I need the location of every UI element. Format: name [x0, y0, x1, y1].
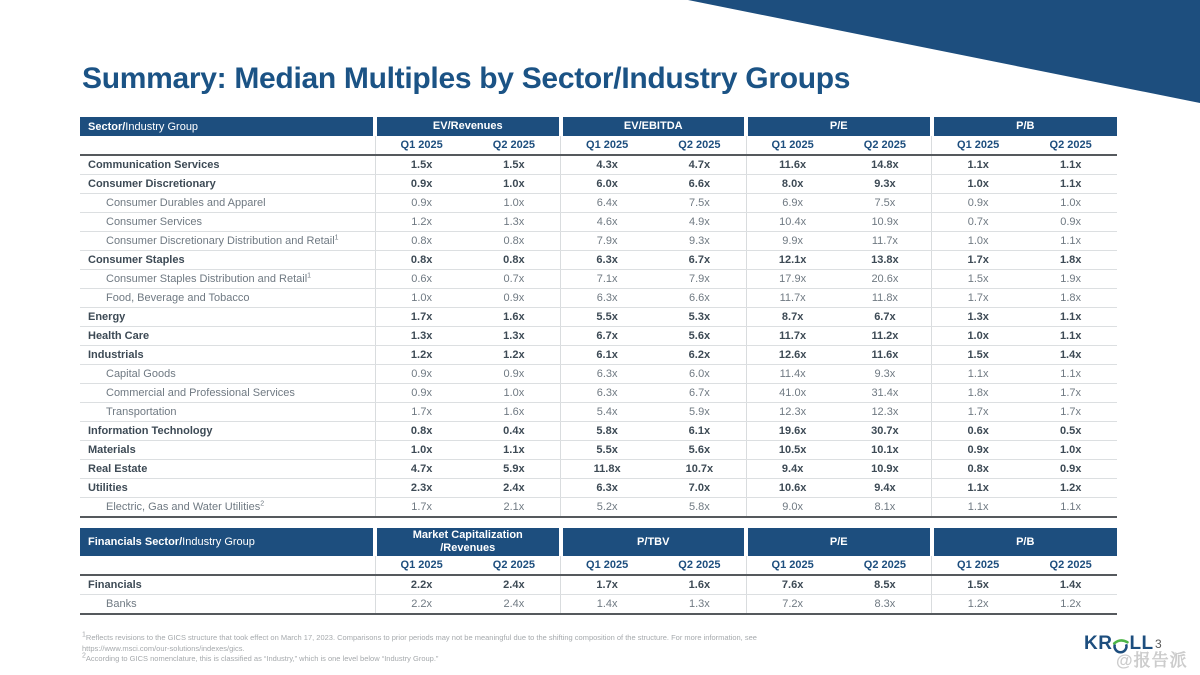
watermark: @报告派 [1116, 651, 1188, 670]
metric-value-cell: 0.9x [1024, 213, 1117, 232]
metric-value-cell: 1.2x [1024, 479, 1117, 498]
footnote-line [82, 644, 902, 655]
kroll-logo-text-right: LL [1129, 633, 1154, 654]
metric-value-cell: 4.3x [561, 155, 654, 175]
column-group-label: P/E [829, 120, 848, 132]
metric-value-cell: 6.4x [561, 194, 654, 213]
metric-value-cell: 1.5x [932, 575, 1025, 595]
metric-value-cell: 7.9x [561, 232, 654, 251]
metric-value-cell: 0.8x [375, 422, 468, 441]
metric-value-cell: 5.8x [561, 422, 654, 441]
metric-value-cell: 4.7x [375, 460, 468, 479]
row-label-cell [80, 308, 375, 327]
column-group-header [375, 528, 561, 556]
column-group-label: P/TBV [637, 535, 670, 548]
column-group-header [561, 117, 747, 136]
metric-value-cell: 2.4x [468, 595, 561, 615]
period-header: Q1 2025 [746, 136, 839, 155]
metric-value-cell: 11.4x [746, 365, 839, 384]
metric-value-cell: 6.7x [561, 327, 654, 346]
row-label: Consumer Durables and Apparel [106, 197, 266, 209]
page-title: Summary: Median Multiples by Sector/Industry Groups [82, 62, 851, 95]
row-label-cell [80, 270, 375, 289]
metric-value-cell: 0.8x [468, 251, 561, 270]
metric-value-cell: 1.0x [468, 194, 561, 213]
table-row [80, 327, 1117, 346]
row-label-cell [80, 289, 375, 308]
table-row [80, 403, 1117, 422]
metric-value-cell: 5.8x [653, 498, 746, 518]
metric-value-cell: 10.7x [653, 460, 746, 479]
column-group-header [746, 117, 932, 136]
metric-value-cell: 9.9x [746, 232, 839, 251]
row-label-cell [80, 498, 375, 518]
metric-value-cell: 1.3x [653, 595, 746, 615]
period-header: Q1 2025 [746, 556, 839, 575]
row-label: Energy [88, 311, 126, 323]
metric-value-cell: 1.3x [468, 327, 561, 346]
row-label-cell [80, 422, 375, 441]
metric-value-cell: 5.5x [561, 441, 654, 460]
metric-value-cell: 1.3x [468, 213, 561, 232]
metric-value-cell: 1.0x [375, 441, 468, 460]
row-label-cell [80, 155, 375, 175]
period-header: Q2 2025 [653, 136, 746, 155]
metric-value-cell: 8.7x [746, 308, 839, 327]
row-label: Transportation [106, 406, 177, 418]
metric-value-cell: 1.6x [468, 308, 561, 327]
table-row [80, 232, 1117, 251]
metric-value-cell: 1.7x [375, 498, 468, 518]
table-label-bold: Financials Sector/ [88, 536, 183, 548]
metric-value-cell: 1.5x [468, 155, 561, 175]
row-label-cell [80, 346, 375, 365]
metric-value-cell: 1.8x [1024, 289, 1117, 308]
metric-value-cell: 31.4x [839, 384, 932, 403]
metric-value-cell: 11.8x [839, 289, 932, 308]
row-label-cell [80, 479, 375, 498]
period-header: Q2 2025 [839, 556, 932, 575]
metric-value-cell: 1.1x [1024, 327, 1117, 346]
period-header: Q2 2025 [468, 556, 561, 575]
metric-value-cell: 12.3x [839, 403, 932, 422]
metric-value-cell: 6.7x [839, 308, 932, 327]
row-label-cell [80, 327, 375, 346]
metric-value-cell: 1.5x [375, 155, 468, 175]
column-group-label: P/E [829, 535, 848, 548]
metric-value-cell: 14.8x [839, 155, 932, 175]
row-label-superscript: 1 [307, 272, 312, 280]
row-label-cell [80, 460, 375, 479]
metric-value-cell: 19.6x [746, 422, 839, 441]
page-number: 3 [1155, 637, 1162, 651]
metric-value-cell: 4.9x [653, 213, 746, 232]
metric-value-cell: 1.4x [1024, 346, 1117, 365]
metric-value-cell: 1.4x [561, 595, 654, 615]
row-label-cell [80, 194, 375, 213]
metric-value-cell: 2.4x [468, 575, 561, 595]
metric-value-cell: 12.3x [746, 403, 839, 422]
metric-value-cell: 1.0x [932, 175, 1025, 194]
table-label-rest: Industry Group [125, 120, 199, 133]
column-group-label: EV/EBITDA [623, 120, 683, 132]
metric-value-cell: 1.2x [375, 213, 468, 232]
metric-value-cell: 5.9x [468, 460, 561, 479]
metric-value-cell: 2.4x [468, 479, 561, 498]
metric-value-cell: 11.7x [746, 289, 839, 308]
row-label: Commercial and Professional Services [106, 387, 295, 399]
metric-value-cell: 1.6x [653, 575, 746, 595]
metric-value-cell: 9.3x [839, 365, 932, 384]
period-header: Q1 2025 [561, 556, 654, 575]
metric-value-cell: 6.0x [653, 365, 746, 384]
column-group-label: Market Capitalization [412, 529, 523, 541]
metric-value-cell: 1.5x [932, 346, 1025, 365]
metric-value-cell: 1.0x [468, 175, 561, 194]
metric-value-cell: 1.0x [932, 232, 1025, 251]
metric-value-cell: 1.1x [1024, 175, 1117, 194]
row-label-superscript: 2 [260, 500, 265, 508]
row-label-cell [80, 441, 375, 460]
table-row [80, 346, 1117, 365]
metric-value-cell: 6.3x [561, 479, 654, 498]
period-header: Q1 2025 [932, 556, 1025, 575]
metric-value-cell: 6.3x [561, 251, 654, 270]
metric-value-cell: 20.6x [839, 270, 932, 289]
footnote-text: According to GICS nomenclature, this is classified as “Industry,” which is one level below “Industry Group.” [85, 654, 439, 663]
footnotes [82, 633, 902, 665]
table-label-bold: Sector/ [88, 120, 126, 133]
sector-multiples-table-grid [80, 117, 1117, 518]
row-label: Consumer Services [106, 216, 202, 228]
table-row [80, 384, 1117, 403]
metric-value-cell: 13.8x [839, 251, 932, 270]
metric-value-cell: 7.0x [653, 479, 746, 498]
metric-value-cell: 0.5x [1024, 422, 1117, 441]
metric-value-cell: 1.2x [932, 595, 1025, 615]
metric-value-cell: 30.7x [839, 422, 932, 441]
metric-value-cell: 7.5x [653, 194, 746, 213]
financials-multiples-table-grid [80, 528, 1117, 615]
metric-value-cell: 1.1x [1024, 365, 1117, 384]
metric-value-cell: 1.1x [932, 365, 1025, 384]
metric-value-cell: 0.6x [375, 270, 468, 289]
metric-value-cell: 1.1x [468, 441, 561, 460]
metric-value-cell: 7.6x [746, 575, 839, 595]
metric-value-cell: 1.5x [932, 270, 1025, 289]
period-header: Q2 2025 [1024, 556, 1117, 575]
table-row [80, 155, 1117, 175]
metric-value-cell: 0.9x [1024, 460, 1117, 479]
row-label: Information Technology [88, 425, 213, 437]
row-label-cell [80, 384, 375, 403]
row-label: Communication Services [88, 159, 220, 171]
metric-value-cell: 11.6x [746, 155, 839, 175]
metric-value-cell: 5.2x [561, 498, 654, 518]
sector-multiples-table [80, 117, 1117, 518]
header-spacer-cell [80, 136, 375, 155]
footnote-text: Reflects revisions to the GICS structure that took effect on March 17, 2023. Comparisons to prior periods may not be meaningful due to the shifting composition of the structure. For more information, see [85, 633, 757, 642]
table-row [80, 479, 1117, 498]
metric-value-cell: 6.3x [561, 384, 654, 403]
metric-value-cell: 1.9x [1024, 270, 1117, 289]
metric-value-cell: 9.4x [746, 460, 839, 479]
table-row [80, 251, 1117, 270]
row-label: Electric, Gas and Water Utilities [106, 501, 261, 513]
row-label-cell [80, 575, 375, 595]
metric-value-cell: 10.4x [746, 213, 839, 232]
row-label-superscript: 1 [334, 234, 339, 242]
metric-value-cell: 8.1x [839, 498, 932, 518]
column-group-header [375, 117, 561, 136]
period-header: Q1 2025 [375, 136, 468, 155]
column-group-header [932, 528, 1118, 556]
row-label-cell [80, 232, 375, 251]
metric-value-cell: 6.1x [653, 422, 746, 441]
metric-value-cell: 1.1x [932, 479, 1025, 498]
metric-value-cell: 0.9x [468, 365, 561, 384]
metric-value-cell: 10.5x [746, 441, 839, 460]
metric-value-cell: 1.7x [932, 251, 1025, 270]
metric-value-cell: 0.9x [932, 441, 1025, 460]
row-label: Industrials [88, 349, 144, 361]
metric-value-cell: 1.2x [468, 346, 561, 365]
metric-value-cell: 9.4x [839, 479, 932, 498]
row-label-cell [80, 251, 375, 270]
metric-value-cell: 1.0x [1024, 194, 1117, 213]
period-header: Q1 2025 [561, 136, 654, 155]
metric-value-cell: 1.1x [1024, 498, 1117, 518]
metric-value-cell: 1.8x [932, 384, 1025, 403]
metric-value-cell: 0.7x [932, 213, 1025, 232]
row-label: Consumer Discretionary Distribution and Retail [106, 235, 335, 247]
metric-value-cell: 9.3x [839, 175, 932, 194]
metric-value-cell: 12.6x [746, 346, 839, 365]
metric-value-cell: 7.5x [839, 194, 932, 213]
metric-value-cell: 1.3x [932, 308, 1025, 327]
metric-value-cell: 1.0x [1024, 441, 1117, 460]
period-header: Q1 2025 [375, 556, 468, 575]
metric-value-cell: 11.8x [561, 460, 654, 479]
column-group-label: P/B [1016, 535, 1035, 548]
metric-value-cell: 1.1x [932, 498, 1025, 518]
table-row [80, 270, 1117, 289]
footnote-superscript: 1 [82, 631, 86, 639]
metric-value-cell: 1.0x [375, 289, 468, 308]
metric-value-cell: 8.5x [839, 575, 932, 595]
metric-value-cell: 5.3x [653, 308, 746, 327]
table-row [80, 460, 1117, 479]
metric-value-cell: 0.6x [932, 422, 1025, 441]
row-label: Real Estate [88, 463, 148, 475]
row-label: Banks [106, 598, 137, 610]
metric-value-cell: 0.9x [375, 365, 468, 384]
period-header: Q2 2025 [468, 136, 561, 155]
metric-value-cell: 6.7x [653, 384, 746, 403]
column-group-label: P/B [1016, 120, 1035, 132]
metric-value-cell: 1.7x [932, 403, 1025, 422]
metric-value-cell: 0.8x [375, 232, 468, 251]
table-row [80, 498, 1117, 518]
header-group-row [80, 117, 1117, 136]
metric-value-cell: 5.6x [653, 441, 746, 460]
metric-value-cell: 0.9x [375, 384, 468, 403]
row-label: Utilities [88, 482, 128, 494]
row-label-cell [80, 213, 375, 232]
metric-value-cell: 2.1x [468, 498, 561, 518]
period-header: Q2 2025 [1024, 136, 1117, 155]
metric-value-cell: 2.3x [375, 479, 468, 498]
metric-value-cell: 6.9x [746, 194, 839, 213]
metric-value-cell: 1.8x [1024, 251, 1117, 270]
metric-value-cell: 5.4x [561, 403, 654, 422]
footnote-line [82, 654, 902, 665]
footnote-text: https://www.msci.com/our-solutions/indexes/gics. [82, 643, 245, 653]
metric-value-cell: 10.9x [839, 460, 932, 479]
metric-value-cell: 1.0x [468, 384, 561, 403]
column-group-label-line2: /Revenues [440, 542, 496, 554]
row-label: Consumer Staples [88, 254, 185, 266]
metric-value-cell: 8.0x [746, 175, 839, 194]
table-label-rest: Industry Group [182, 536, 255, 548]
metric-value-cell: 1.2x [1024, 595, 1117, 615]
metric-value-cell: 6.3x [561, 365, 654, 384]
metric-value-cell: 6.7x [653, 251, 746, 270]
footnote-line [82, 633, 902, 644]
metric-value-cell: 6.3x [561, 289, 654, 308]
table-row [80, 289, 1117, 308]
column-group-label: EV/Revenues [432, 120, 503, 132]
metric-value-cell: 1.7x [375, 308, 468, 327]
metric-value-cell: 1.7x [561, 575, 654, 595]
period-header: Q2 2025 [839, 136, 932, 155]
metric-value-cell: 0.8x [375, 251, 468, 270]
metric-value-cell: 4.7x [653, 155, 746, 175]
metric-value-cell: 10.1x [839, 441, 932, 460]
header-spacer-cell [80, 556, 375, 575]
metric-value-cell: 0.9x [375, 175, 468, 194]
metric-value-cell: 4.6x [561, 213, 654, 232]
column-group-header [932, 117, 1118, 136]
table-row [80, 365, 1117, 384]
metric-value-cell: 41.0x [746, 384, 839, 403]
period-header: Q2 2025 [653, 556, 746, 575]
metric-value-cell: 0.4x [468, 422, 561, 441]
row-label: Consumer Staples Distribution and Retail [106, 273, 308, 285]
row-label-cell [80, 365, 375, 384]
metric-value-cell: 17.9x [746, 270, 839, 289]
metric-value-cell: 0.9x [932, 194, 1025, 213]
metric-value-cell: 1.4x [1024, 575, 1117, 595]
header-group-row [80, 528, 1117, 556]
table-row [80, 213, 1117, 232]
metric-value-cell: 6.6x [653, 175, 746, 194]
metric-value-cell: 2.2x [375, 575, 468, 595]
metric-value-cell: 1.1x [1024, 308, 1117, 327]
metric-value-cell: 9.3x [653, 232, 746, 251]
period-header: Q1 2025 [932, 136, 1025, 155]
metric-value-cell: 7.1x [561, 270, 654, 289]
metric-value-cell: 11.6x [839, 346, 932, 365]
kroll-logo-text-left: KR [1084, 633, 1113, 654]
metric-value-cell: 1.6x [468, 403, 561, 422]
metric-value-cell: 8.3x [839, 595, 932, 615]
metric-value-cell: 0.9x [468, 289, 561, 308]
metric-value-cell: 5.6x [653, 327, 746, 346]
metric-value-cell: 1.0x [932, 327, 1025, 346]
metric-value-cell: 7.2x [746, 595, 839, 615]
metric-value-cell: 11.7x [746, 327, 839, 346]
metric-value-cell: 0.8x [932, 460, 1025, 479]
header-period-row [80, 136, 1117, 155]
table-label-header [80, 528, 375, 556]
row-label-cell [80, 403, 375, 422]
metric-value-cell: 10.6x [746, 479, 839, 498]
metric-value-cell: 6.1x [561, 346, 654, 365]
metric-value-cell: 1.1x [1024, 155, 1117, 175]
metric-value-cell: 1.1x [932, 155, 1025, 175]
row-label-cell [80, 595, 375, 615]
table-row [80, 575, 1117, 595]
table-row [80, 595, 1117, 615]
metric-value-cell: 2.2x [375, 595, 468, 615]
metric-value-cell: 1.3x [375, 327, 468, 346]
metric-value-cell: 5.9x [653, 403, 746, 422]
row-label: Health Care [88, 330, 150, 342]
row-label: Consumer Discretionary [88, 178, 216, 190]
metric-value-cell: 1.7x [1024, 403, 1117, 422]
table-row [80, 422, 1117, 441]
metric-value-cell: 1.7x [1024, 384, 1117, 403]
table-row [80, 175, 1117, 194]
metric-value-cell: 0.7x [468, 270, 561, 289]
metric-value-cell: 10.9x [839, 213, 932, 232]
row-label-cell [80, 175, 375, 194]
metric-value-cell: 1.7x [932, 289, 1025, 308]
metric-value-cell: 11.7x [839, 232, 932, 251]
metric-value-cell: 9.0x [746, 498, 839, 518]
metric-value-cell: 5.5x [561, 308, 654, 327]
metric-value-cell: 0.9x [375, 194, 468, 213]
metric-value-cell: 1.1x [1024, 232, 1117, 251]
table-row [80, 441, 1117, 460]
metric-value-cell: 6.6x [653, 289, 746, 308]
metric-value-cell: 7.9x [653, 270, 746, 289]
metric-value-cell: 11.2x [839, 327, 932, 346]
row-label: Financials [88, 579, 142, 591]
header-period-row [80, 556, 1117, 575]
footnote-superscript: 2 [82, 652, 86, 660]
table-row [80, 308, 1117, 327]
column-group-header [561, 528, 747, 556]
financials-multiples-table [80, 528, 1117, 615]
metric-value-cell: 1.2x [375, 346, 468, 365]
row-label: Food, Beverage and Tobacco [106, 292, 250, 304]
row-label: Capital Goods [106, 368, 176, 380]
table-label-header [80, 117, 375, 136]
column-group-header [746, 528, 932, 556]
table-row [80, 194, 1117, 213]
metric-value-cell: 1.7x [375, 403, 468, 422]
metric-value-cell: 6.2x [653, 346, 746, 365]
metric-value-cell: 12.1x [746, 251, 839, 270]
metric-value-cell: 0.8x [468, 232, 561, 251]
metric-value-cell: 6.0x [561, 175, 654, 194]
row-label: Materials [88, 444, 136, 456]
